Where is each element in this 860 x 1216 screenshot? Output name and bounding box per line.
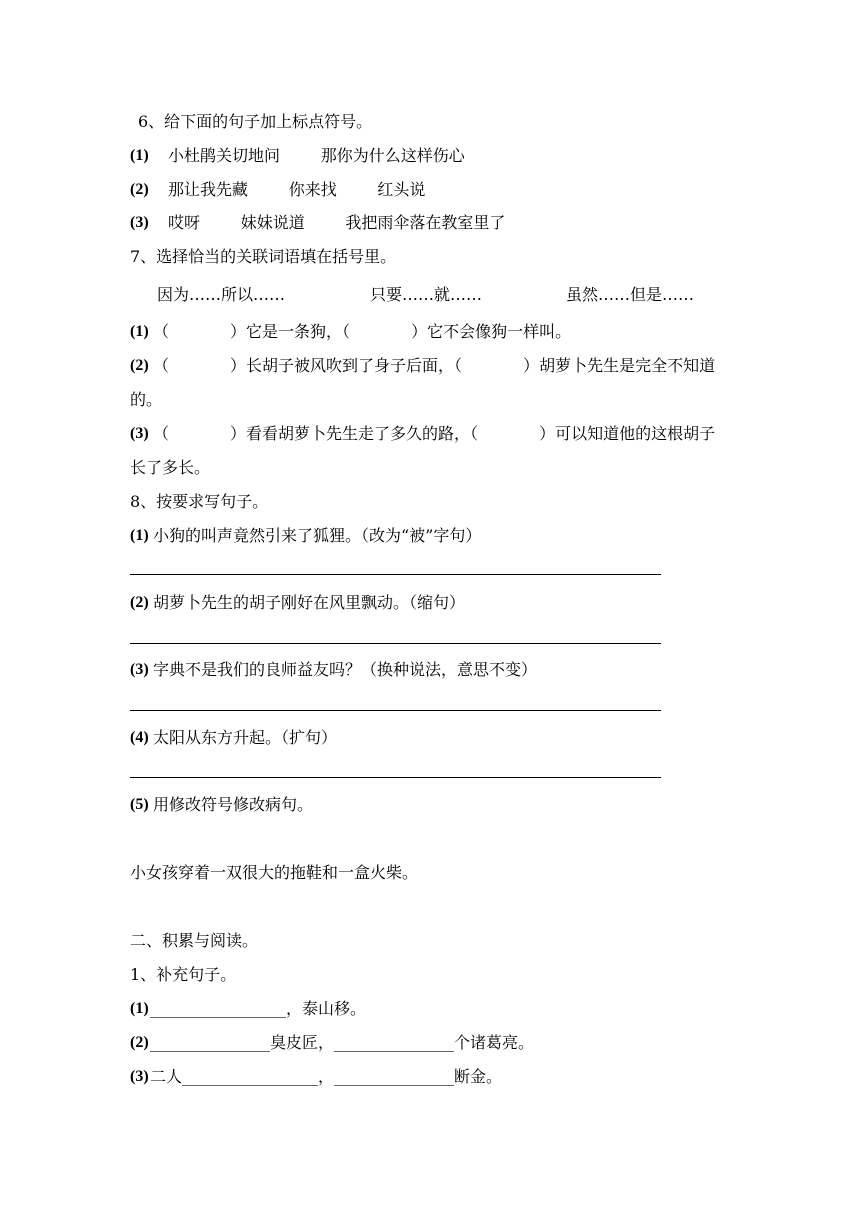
q7-item-1-line1: （ ）它是一条狗，（ ）它不会像狗一样叫。 xyxy=(153,322,572,341)
q7-title: 7、选择恰当的关联词语填在括号里。 xyxy=(130,247,397,266)
sick-sentence: 小女孩穿着一双很大的拖鞋和一盒火柴。 xyxy=(130,863,419,882)
answer-line-2[interactable] xyxy=(130,643,661,644)
q8-item-1-num: (1) xyxy=(130,527,149,544)
q8-item-4-num: (4) xyxy=(130,729,149,746)
section2-item-2-num: (2) xyxy=(130,1034,149,1051)
q8-item-2-num: (2) xyxy=(130,594,149,611)
section2-title: 二、积累与阅读。 xyxy=(130,931,259,950)
q6-title: 6、给下面的句子加上标点符号。 xyxy=(138,112,373,131)
section2-q1-title: 1、补充句子。 xyxy=(130,965,237,984)
q8-item-5-text: 用修改符号修改病句。 xyxy=(153,795,314,814)
q7-item-2-line1: （ ）长胡子被风吹到了身子后面，（ ）胡萝卜先生是完全不知道 xyxy=(153,356,716,375)
q7-item-3-num: (3) xyxy=(130,425,149,442)
q7-option-1: 因为……所以…… xyxy=(157,285,286,304)
answer-line-3[interactable] xyxy=(130,710,661,711)
q8-item-1-text: 小狗的叫声竟然引来了狐狸。（改为“被”字句） xyxy=(153,526,482,545)
section2-item-1-num: (1) xyxy=(130,1000,149,1017)
q6-item-2-text: 那让我先藏 你来找 红头说 xyxy=(168,180,426,199)
q6-item-1-num: (1) xyxy=(130,147,149,164)
section2-item-1-text: _________________，泰山移。 xyxy=(150,999,367,1018)
q8-item-3-num: (3) xyxy=(130,661,149,678)
q6-item-3-num: (3) xyxy=(130,214,149,231)
section2-item-3-num: (3) xyxy=(130,1068,149,1085)
q7-item-2-num: (2) xyxy=(130,357,149,374)
q7-item-1-num: (1) xyxy=(130,323,149,340)
q7-option-2: 只要……就…… xyxy=(370,285,483,304)
q8-item-3-text: 字典不是我们的良师益友吗？（换种说法，意思不变） xyxy=(153,660,538,679)
q7-option-3: 虽然……但是…… xyxy=(566,285,695,304)
q7-item-3-line2: 长了多长。 xyxy=(130,458,211,477)
q8-item-4-text: 太阳从东方升起。（扩句） xyxy=(153,728,338,747)
q7-item-3-line1: （ ）看看胡萝卜先生走了多久的路，（ ）可以知道他的这根胡子 xyxy=(153,424,716,443)
q7-item-2-line2: 的。 xyxy=(130,390,163,409)
q6-item-3-text: 哎呀 妹妹说道 我把雨伞落在教室里了 xyxy=(168,213,506,232)
section2-item-3-text: 二人_________________，_______________断金。 xyxy=(150,1067,503,1086)
q8-title: 8、按要求写句子。 xyxy=(130,492,269,511)
q8-item-5-num: (5) xyxy=(130,796,149,813)
q6-item-1-text: 小杜鹃关切地问 那你为什么这样伤心 xyxy=(168,146,465,165)
answer-line-4[interactable] xyxy=(130,777,661,778)
answer-line-1[interactable] xyxy=(130,574,661,575)
section2-item-2-text: _______________臭皮匠，_______________个诸葛亮。 xyxy=(150,1033,535,1052)
q8-item-2-text: 胡萝卜先生的胡子刚好在风里飘动。（缩句） xyxy=(153,593,466,612)
q6-item-2-num: (2) xyxy=(130,181,149,198)
